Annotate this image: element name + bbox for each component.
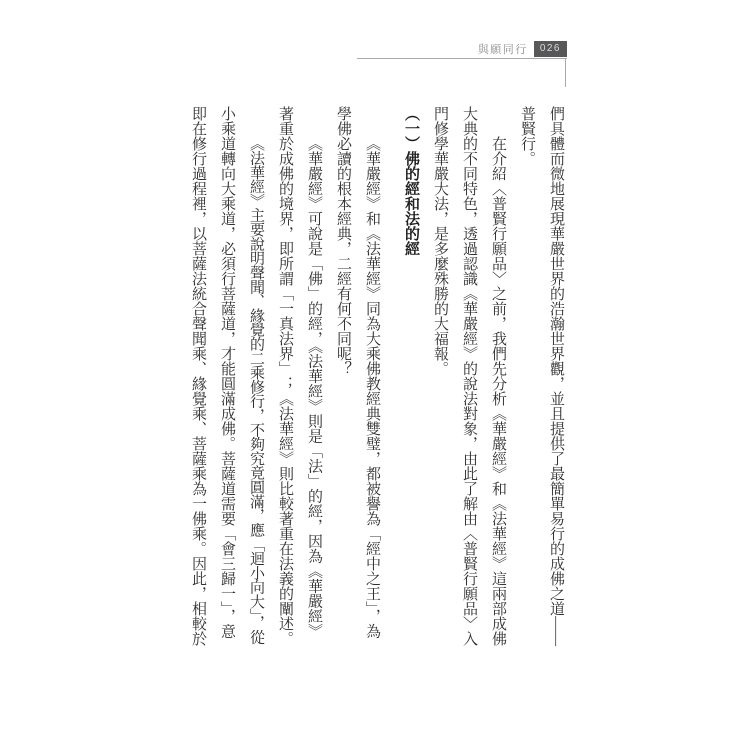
- text-column: 小乘道轉向大乘道，必須行菩薩道，才能圓滿成佛。菩薩道需要「會三歸一」，意: [219, 106, 235, 639]
- text-column: 大典的不同特色，透過認識《華嚴經》的說法對象，由此了解由〈普賢行願品〉入: [461, 106, 477, 646]
- text-column: 《華嚴經》可說是「佛」的經，《法華經》則是「法」的經，因為《華嚴經》: [306, 136, 322, 639]
- running-head-title: 與願同行: [477, 44, 528, 56]
- section-heading: （一）佛的經和法的經: [403, 106, 419, 256]
- text-column: 普賢行。: [519, 106, 535, 166]
- text-column: 門修學華嚴大法，是多麼殊勝的大福報。: [432, 106, 448, 376]
- text-column: 即在修行過程裡，以菩薩法統合聲聞乘、緣覺乘、菩薩乘為一佛乘。因此，相較於: [190, 106, 206, 646]
- text-column: 們具體而微地展現華嚴世界的浩瀚世界觀，並且提供了最簡單易行的成佛之道——: [548, 106, 564, 646]
- page-number-badge: 026: [534, 41, 567, 57]
- header-rule: [357, 58, 567, 59]
- text-column: 著重於成佛的境界，即所謂「一真法界」；《法華經》則比較著重在法義的闡述。: [277, 106, 293, 646]
- vertical-text-block: [183, 106, 570, 651]
- text-column: 《華嚴經》和《法華經》同為大乘佛教經典雙璧，都被譽為「經中之王」，為: [364, 136, 380, 639]
- text-column: 在介紹〈普賢行願品〉之前，我們先分析《華嚴經》和《法華經》這兩部成佛: [490, 136, 506, 646]
- header-rule-tick: [565, 58, 566, 87]
- text-column: 《法華經》主要說明聲聞、緣覺的二乘修行，不夠究竟圓滿，應「迴小向大」，從: [248, 136, 264, 644]
- running-head: [478, 41, 567, 57]
- text-column: 學佛必讀的根本經典，二經有何不同呢？: [335, 106, 351, 376]
